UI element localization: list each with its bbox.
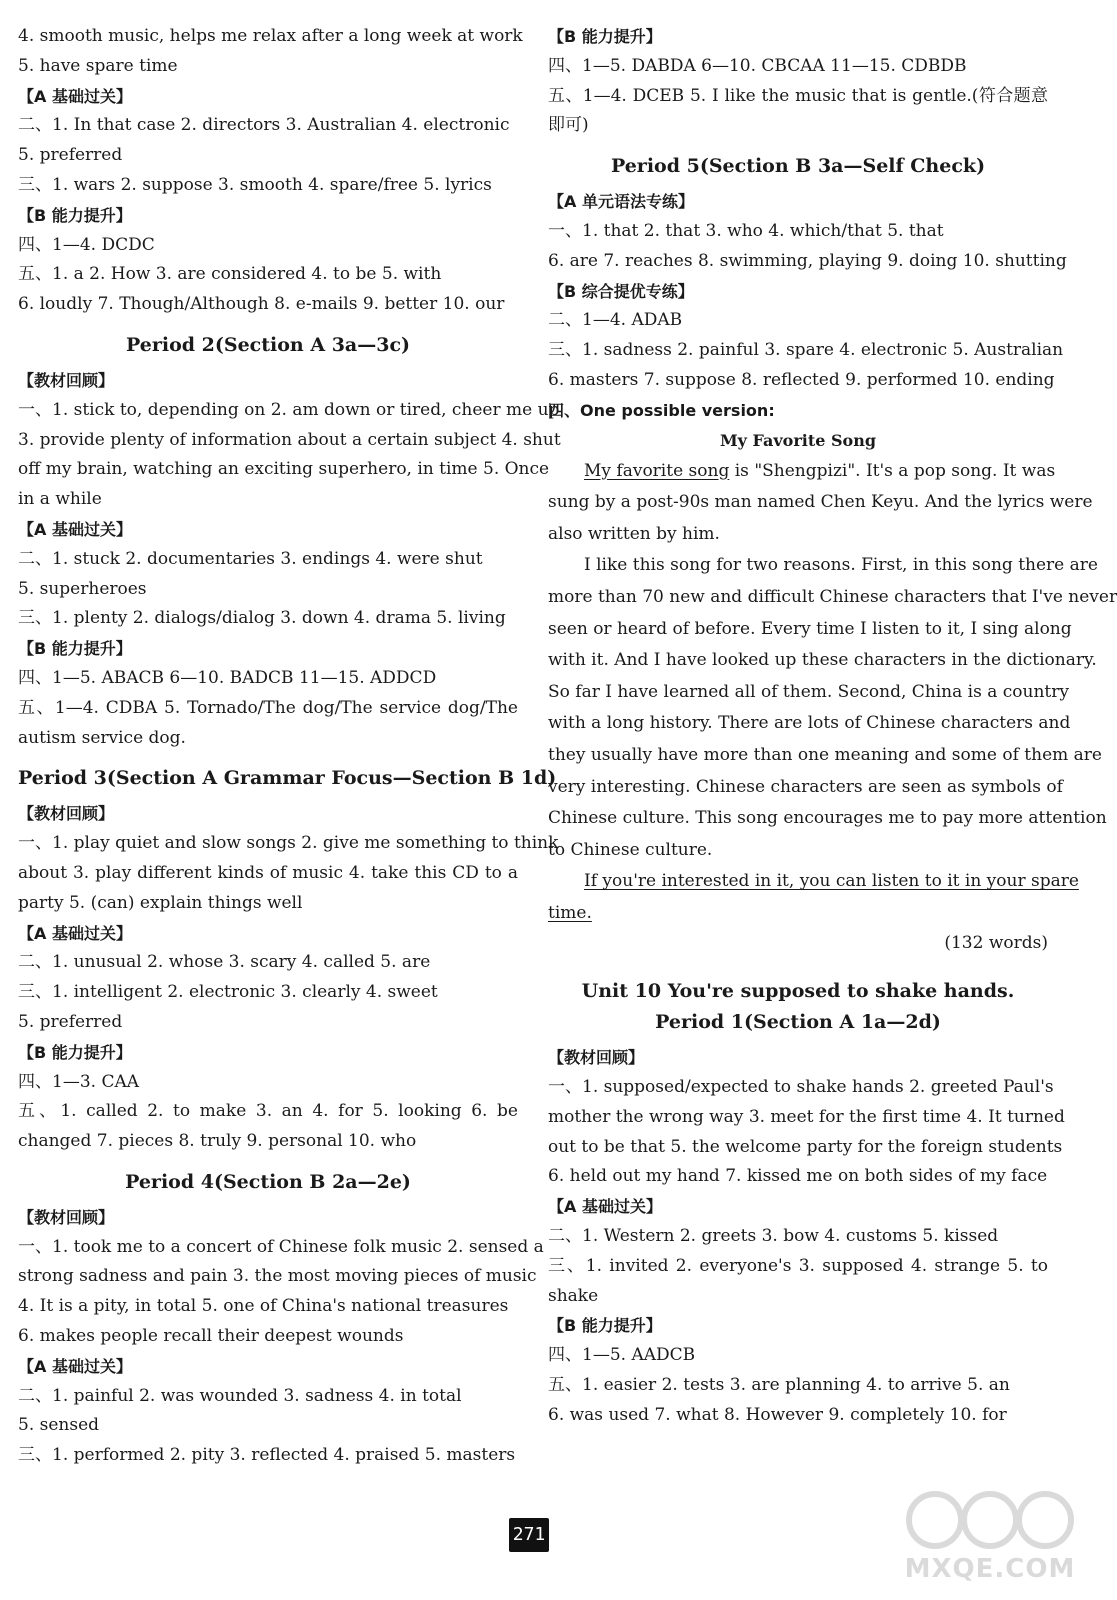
essay-paragraph-2 — [548, 550, 1117, 866]
answer-line: 五、1—4. DCEB 5. I like the music that is gentle.(符合题意 — [548, 85, 1048, 106]
answer-line: 三、1. plenty 2. dialogs/dialog 3. down 4. drama 5. living — [18, 608, 506, 629]
essay-line: I like this song for two reasons. First, in this song there are — [584, 555, 1098, 576]
answer-line: party 5. (can) explain things well — [18, 892, 303, 913]
answer-line: 五、1—4. CDBA 5. Tornado/The dog/The service dog/The — [18, 697, 518, 718]
answer-line: 4. It is a pity, in total 5. one of China's national treasures — [18, 1296, 509, 1317]
answer-line: 5. preferred — [18, 145, 123, 166]
essay-title: My Favorite Song — [719, 430, 877, 450]
answer-line: 6. are 7. reaches 8. swimming, playing 9. doing 10. shutting — [548, 250, 1067, 271]
watermark-text: MXQE.COM — [904, 1554, 1076, 1584]
answer-line: 二、1. unusual 2. whose 3. scary 4. called 5. are — [18, 952, 431, 973]
essay-line: with a long history. There are lots of Chinese characters and — [548, 713, 1071, 734]
answer-line: 二、1. painful 2. was wounded 3. sadness 4. in total — [18, 1385, 462, 1406]
essay-line: My favorite song is "Shengpizi". It's a pop song. It was — [584, 460, 1056, 481]
section-header: 【B 能力提升】 — [18, 1042, 132, 1062]
essay-line: If you're interested in it, you can listen to it in your spare — [584, 871, 1079, 892]
answer-line: 三、1. sadness 2. painful 3. spare 4. electronic 5. Australian — [548, 340, 1064, 361]
period-title: Period 3(Section A Grammar Focus—Section B 1d) — [18, 767, 557, 790]
answer-line: autism service dog. — [18, 727, 186, 748]
answer-line: in a while — [18, 489, 102, 510]
section-header: 【教材回顾】 — [18, 370, 115, 390]
answer-line: 四、1—5. ABACB 6—10. BADCB 11—15. ADDCD — [18, 667, 437, 688]
essay-line: very interesting. Chinese characters are seen as symbols of — [548, 776, 1063, 797]
answer-line: 6. makes people recall their deepest wounds — [18, 1326, 404, 1347]
section-header: 【B 能力提升】 — [18, 205, 132, 225]
period-title: Period 2(Section A 3a—3c) — [125, 333, 411, 356]
section-header: 【A 基础过关】 — [18, 86, 132, 106]
answer-line: 5. sensed — [18, 1415, 100, 1436]
page-number: 271 — [509, 1518, 549, 1552]
answer-line: 四、1—5. AADCB — [548, 1345, 696, 1366]
essay-line: also written by him. — [548, 523, 720, 544]
answer-line: 5. have spare time — [18, 55, 178, 76]
section-header: 四、One possible version: — [548, 400, 775, 420]
answer-line: 一、1. that 2. that 3. who 4. which/that 5. that — [548, 220, 944, 241]
answer-line: mother the wrong way 3. meet for the first time 4. It turned — [548, 1106, 1065, 1127]
essay-line: So far I have learned all of them. Second, China is a country — [548, 681, 1069, 702]
watermark-logo — [895, 1484, 1085, 1596]
answer-line: 一、1. stick to, depending on 2. am down or tired, cheer me up — [18, 399, 560, 420]
answer-line: 五、1. a 2. How 3. are considered 4. to be 5. with — [18, 264, 442, 285]
answer-line: 五、1. called 2. to make 3. an 4. for 5. looking 6. be — [18, 1101, 518, 1122]
essay-line: with it. And I have looked up these characters in the dictionary. — [548, 650, 1097, 671]
unit-period-title: Period 1(Section A 1a—2d) — [655, 1011, 941, 1034]
answer-line: 6. loudly 7. Though/Although 8. e-mails 9. better 10. our — [18, 294, 505, 315]
watermark-mark-icon — [895, 1484, 1085, 1554]
essay-line: time. — [548, 902, 592, 923]
answer-line: 6. held out my hand 7. kissed me on both sides of my face — [548, 1166, 1048, 1187]
answer-line: 6. was used 7. what 8. However 9. completely 10. for — [548, 1404, 1007, 1425]
answer-line: 二、1—4. ADAB — [548, 310, 683, 331]
answer-line: 一、1. play quiet and slow songs 2. give me something to think — [18, 833, 559, 854]
essay-line: to Chinese culture. — [548, 839, 713, 860]
section-header: 【B 综合提优专练】 — [548, 281, 694, 301]
period-title: Period 5(Section B 3a—Self Check) — [610, 155, 986, 178]
answer-line: 三、1. intelligent 2. electronic 3. clearly 4. sweet — [18, 982, 438, 1003]
answer-line: 三、1. performed 2. pity 3. reflected 4. praised 5. masters — [18, 1445, 516, 1466]
section-header: 【A 基础过关】 — [18, 923, 132, 943]
answer-line: shake — [548, 1285, 599, 1306]
section-header: 【B 能力提升】 — [548, 27, 662, 46]
left-column — [18, 22, 561, 1471]
right-bottom-section — [548, 1043, 1065, 1430]
section-header: 【A 单元语法专练】 — [548, 192, 694, 212]
answer-line: 二、1. Western 2. greets 3. bow 4. customs 5. kissed — [548, 1226, 999, 1247]
section-header: 【教材回顾】 — [548, 1048, 645, 1068]
answer-line: 三、1. invited 2. everyone's 3. supposed 4. strange 5. to — [548, 1255, 1048, 1276]
answer-line: 三、1. wars 2. suppose 3. smooth 4. spare/free 5. lyrics — [18, 174, 492, 195]
section-header: 【A 基础过关】 — [18, 519, 132, 539]
answer-line: 二、1. stuck 2. documentaries 3. endings 4. were shut — [18, 548, 483, 569]
section-header: 【A 基础过关】 — [548, 1197, 662, 1217]
answer-line: 二、1. In that case 2. directors 3. Australian 4. electronic — [18, 115, 510, 136]
word-count: (132 words) — [944, 933, 1048, 954]
answer-line: strong sadness and pain 3. the most moving pieces of music — [18, 1266, 537, 1287]
right-top-section — [548, 22, 1067, 426]
essay-line: sung by a post-90s man named Chen Keyu. And the lyrics were — [548, 492, 1093, 513]
essay-line: they usually have more than one meaning and some of them are — [548, 744, 1102, 765]
answer-line: off my brain, watching an exciting superhero, in time 5. Once — [18, 459, 550, 480]
period-title: Period 4(Section B 2a—2e) — [125, 1170, 411, 1193]
essay-line: Chinese culture. This song encourages me to pay more attention — [548, 808, 1107, 829]
section-header: 【教材回顾】 — [18, 804, 115, 824]
essay — [548, 426, 1117, 960]
answer-line: 6. masters 7. suppose 8. reflected 9. performed 10. ending — [548, 369, 1055, 390]
answer-line: 四、1—5. DABDA 6—10. CBCAA 11—15. CDBDB — [548, 55, 967, 76]
section-header: 【教材回顾】 — [18, 1207, 115, 1227]
right-column — [548, 22, 1117, 1431]
answer-line: 一、1. took me to a concert of Chinese folk music 2. sensed a — [18, 1236, 544, 1257]
answer-line: changed 7. pieces 8. truly 9. personal 10. who — [18, 1131, 417, 1152]
section-header: 【B 能力提升】 — [548, 1316, 662, 1336]
essay-line: seen or heard of before. Every time I listen to it, I sing along — [548, 618, 1072, 639]
answer-line: 5. preferred — [18, 1011, 123, 1032]
answer-line: 五、1. easier 2. tests 3. are planning 4. to arrive 5. an — [548, 1375, 1010, 1396]
answer-line: 一、1. supposed/expected to shake hands 2. greeted Paul's — [548, 1077, 1054, 1098]
answer-line: about 3. play different kinds of music 4. take this CD to a — [18, 862, 518, 883]
answer-line: 四、1—4. DCDC — [18, 234, 155, 255]
section-header: 【A 基础过关】 — [18, 1356, 132, 1376]
answer-line: 3. provide plenty of information about a certain subject 4. shut — [18, 429, 561, 450]
answer-line: 即可) — [548, 115, 589, 136]
essay-line: more than 70 new and difficult Chinese characters that I've never — [548, 586, 1117, 607]
answer-line: 5. superheroes — [18, 578, 147, 599]
answer-line: 四、1—3. CAA — [18, 1071, 140, 1092]
answer-line: 4. smooth music, helps me relax after a long week at work — [18, 26, 523, 46]
answer-line: out to be that 5. the welcome party for the foreign students — [548, 1136, 1063, 1157]
section-header: 【B 能力提升】 — [18, 639, 132, 659]
unit-title: Unit 10 You're supposed to shake hands. — [581, 980, 1015, 1003]
